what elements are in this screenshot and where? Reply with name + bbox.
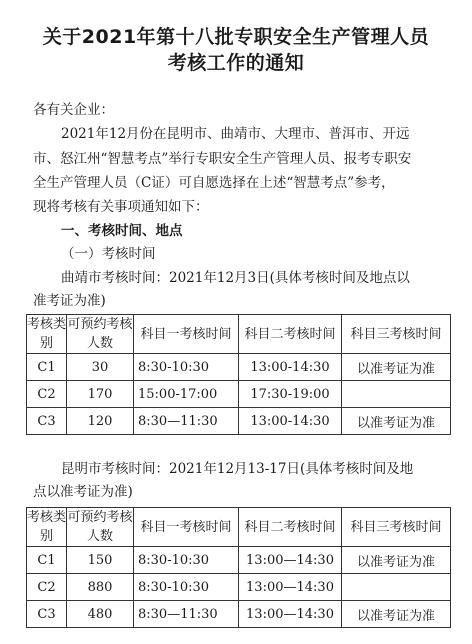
- cell-subject3: [342, 381, 451, 408]
- cell-subject2: 13:00-14:30: [239, 354, 342, 381]
- cell-count: 150: [67, 547, 134, 574]
- table-row: [27, 574, 451, 601]
- paragraph-line: 现将考核有关事项通知如下：: [33, 199, 209, 215]
- cell-subject3: 以准考证为准: [342, 547, 451, 574]
- document-title-line1: 关于2021年第十八批专职安全生产管理人员: [42, 26, 430, 48]
- kunming-time-line: 昆明市考核时间：2021年12月13-17日(具体考核时间及地: [61, 461, 414, 477]
- table-header-row: [27, 315, 451, 354]
- cell-category: C2: [27, 574, 67, 601]
- cell-category: C1: [27, 547, 67, 574]
- cell-category: C3: [27, 601, 67, 628]
- header-category: 考核类别: [27, 508, 67, 547]
- cell-subject3: 以准考证为准: [342, 354, 451, 381]
- qujing-schedule-table: [26, 314, 451, 435]
- table-header-row: [27, 508, 451, 547]
- table-row: [27, 381, 451, 408]
- cell-subject3: [342, 574, 451, 601]
- cell-category: C1: [27, 354, 67, 381]
- salutation: 各有关企业：: [33, 102, 114, 118]
- paragraph-line: 全生产管理人员（C证）可自愿选择在上述“智慧考点”参考，: [33, 175, 395, 191]
- cell-subject1: 8:30—11:30: [134, 601, 239, 628]
- cell-subject1: 8:30-10:30: [134, 547, 239, 574]
- kunming-schedule-table: [26, 507, 451, 628]
- cell-subject2: 13:00—14:30: [239, 547, 342, 574]
- cell-category: C3: [27, 408, 67, 435]
- cell-subject2: 13:00—14:30: [239, 601, 342, 628]
- cell-subject2: 17:30-19:00: [239, 381, 342, 408]
- qujing-time-line: 准考证为准): [33, 293, 106, 309]
- cell-subject1: 8:30-10:30: [134, 354, 239, 381]
- paragraph-line: 2021年12月份在昆明市、曲靖市、大理市、普洱市、开远: [61, 126, 410, 142]
- cell-subject3: 以准考证为准: [342, 408, 451, 435]
- table-row: [27, 408, 451, 435]
- table-row: [27, 547, 451, 574]
- cell-count: 880: [67, 574, 134, 601]
- section-heading: 一、考核时间、地点: [61, 223, 183, 239]
- header-subject2: 科目二考核时间: [239, 508, 342, 547]
- cell-category: C2: [27, 381, 67, 408]
- header-subject3: 科目三考核时间: [342, 315, 451, 354]
- table-row: [27, 354, 451, 381]
- cell-subject2: 13:00-14:30: [239, 408, 342, 435]
- header-subject3: 科目三考核时间: [342, 508, 451, 547]
- header-category: 考核类别: [27, 315, 67, 354]
- header-subject2: 科目二考核时间: [239, 315, 342, 354]
- cell-count: 480: [67, 601, 134, 628]
- subsection-heading: （一）考核时间: [61, 246, 156, 262]
- document-title-line2: 考核工作的通知: [167, 52, 305, 74]
- cell-subject1: 15:00-17:00: [134, 381, 239, 408]
- cell-subject1: 8:30—11:30: [134, 408, 239, 435]
- header-count: 可预约考核人数: [67, 315, 134, 354]
- cell-count: 120: [67, 408, 134, 435]
- paragraph-line: 市、怒江州“智慧考点”举行专职安全生产管理人员、报考专职安: [33, 151, 412, 167]
- cell-subject2: 13:00—14:30: [239, 574, 342, 601]
- header-subject1: 科目一考核时间: [134, 315, 239, 354]
- cell-subject3: 以准考证为准: [342, 601, 451, 628]
- header-count: 可预约考核人数: [67, 508, 134, 547]
- qujing-time-line: 曲靖市考核时间：2021年12月3日(具体考核时间及地点以: [61, 270, 410, 286]
- header-subject1: 科目一考核时间: [134, 508, 239, 547]
- cell-subject1: 8:30-10:30: [134, 574, 239, 601]
- table-row: [27, 601, 451, 628]
- cell-count: 30: [67, 354, 134, 381]
- kunming-time-line: 点以准考证为准): [33, 484, 133, 500]
- cell-count: 170: [67, 381, 134, 408]
